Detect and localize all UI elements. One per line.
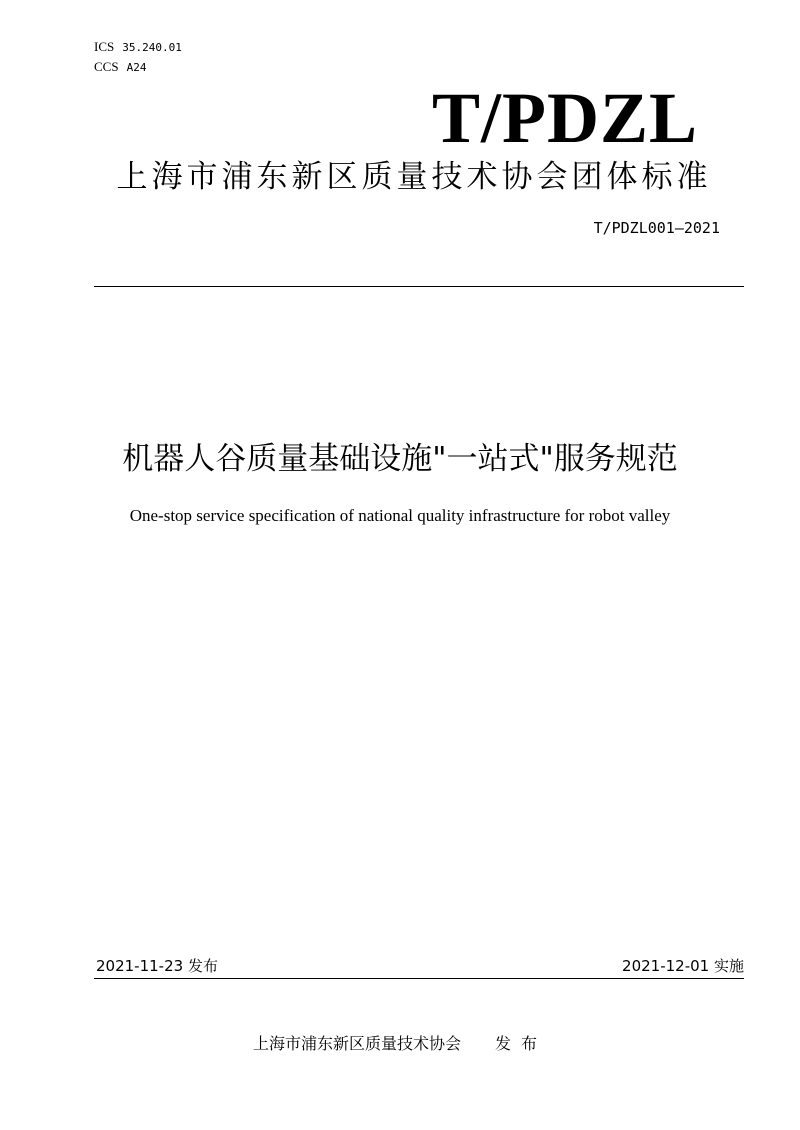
- organization-standard-name: 上海市浦东新区质量技术协会团体标准: [116, 159, 712, 195]
- ccs-label: CCS: [94, 59, 119, 74]
- ics-line: [94, 38, 182, 56]
- publish-action: 发布: [495, 1034, 548, 1053]
- organization-code: T/PDZL: [431, 78, 698, 158]
- ccs-line: [94, 58, 146, 76]
- header-divider: [94, 286, 744, 287]
- ics-label: ICS: [94, 39, 115, 54]
- issue-date: 2021-11-23 发布: [96, 957, 218, 975]
- implementation-date: 2021-12-01 实施: [622, 957, 744, 975]
- publisher-name: 上海市浦东新区质量技术协会: [252, 1034, 461, 1053]
- standard-number: T/PDZL001—2021: [593, 219, 720, 237]
- document-title-english: One-stop service specification of national quality infrastructure for robot valley: [129, 506, 671, 525]
- ics-code: 35.240.01: [122, 41, 182, 54]
- document-title-chinese: 机器人谷质量基础设施"一站式"服务规范: [122, 441, 678, 477]
- ccs-code: A24: [126, 61, 147, 74]
- footer-divider: [94, 978, 744, 979]
- publisher-line: [0, 1033, 800, 1055]
